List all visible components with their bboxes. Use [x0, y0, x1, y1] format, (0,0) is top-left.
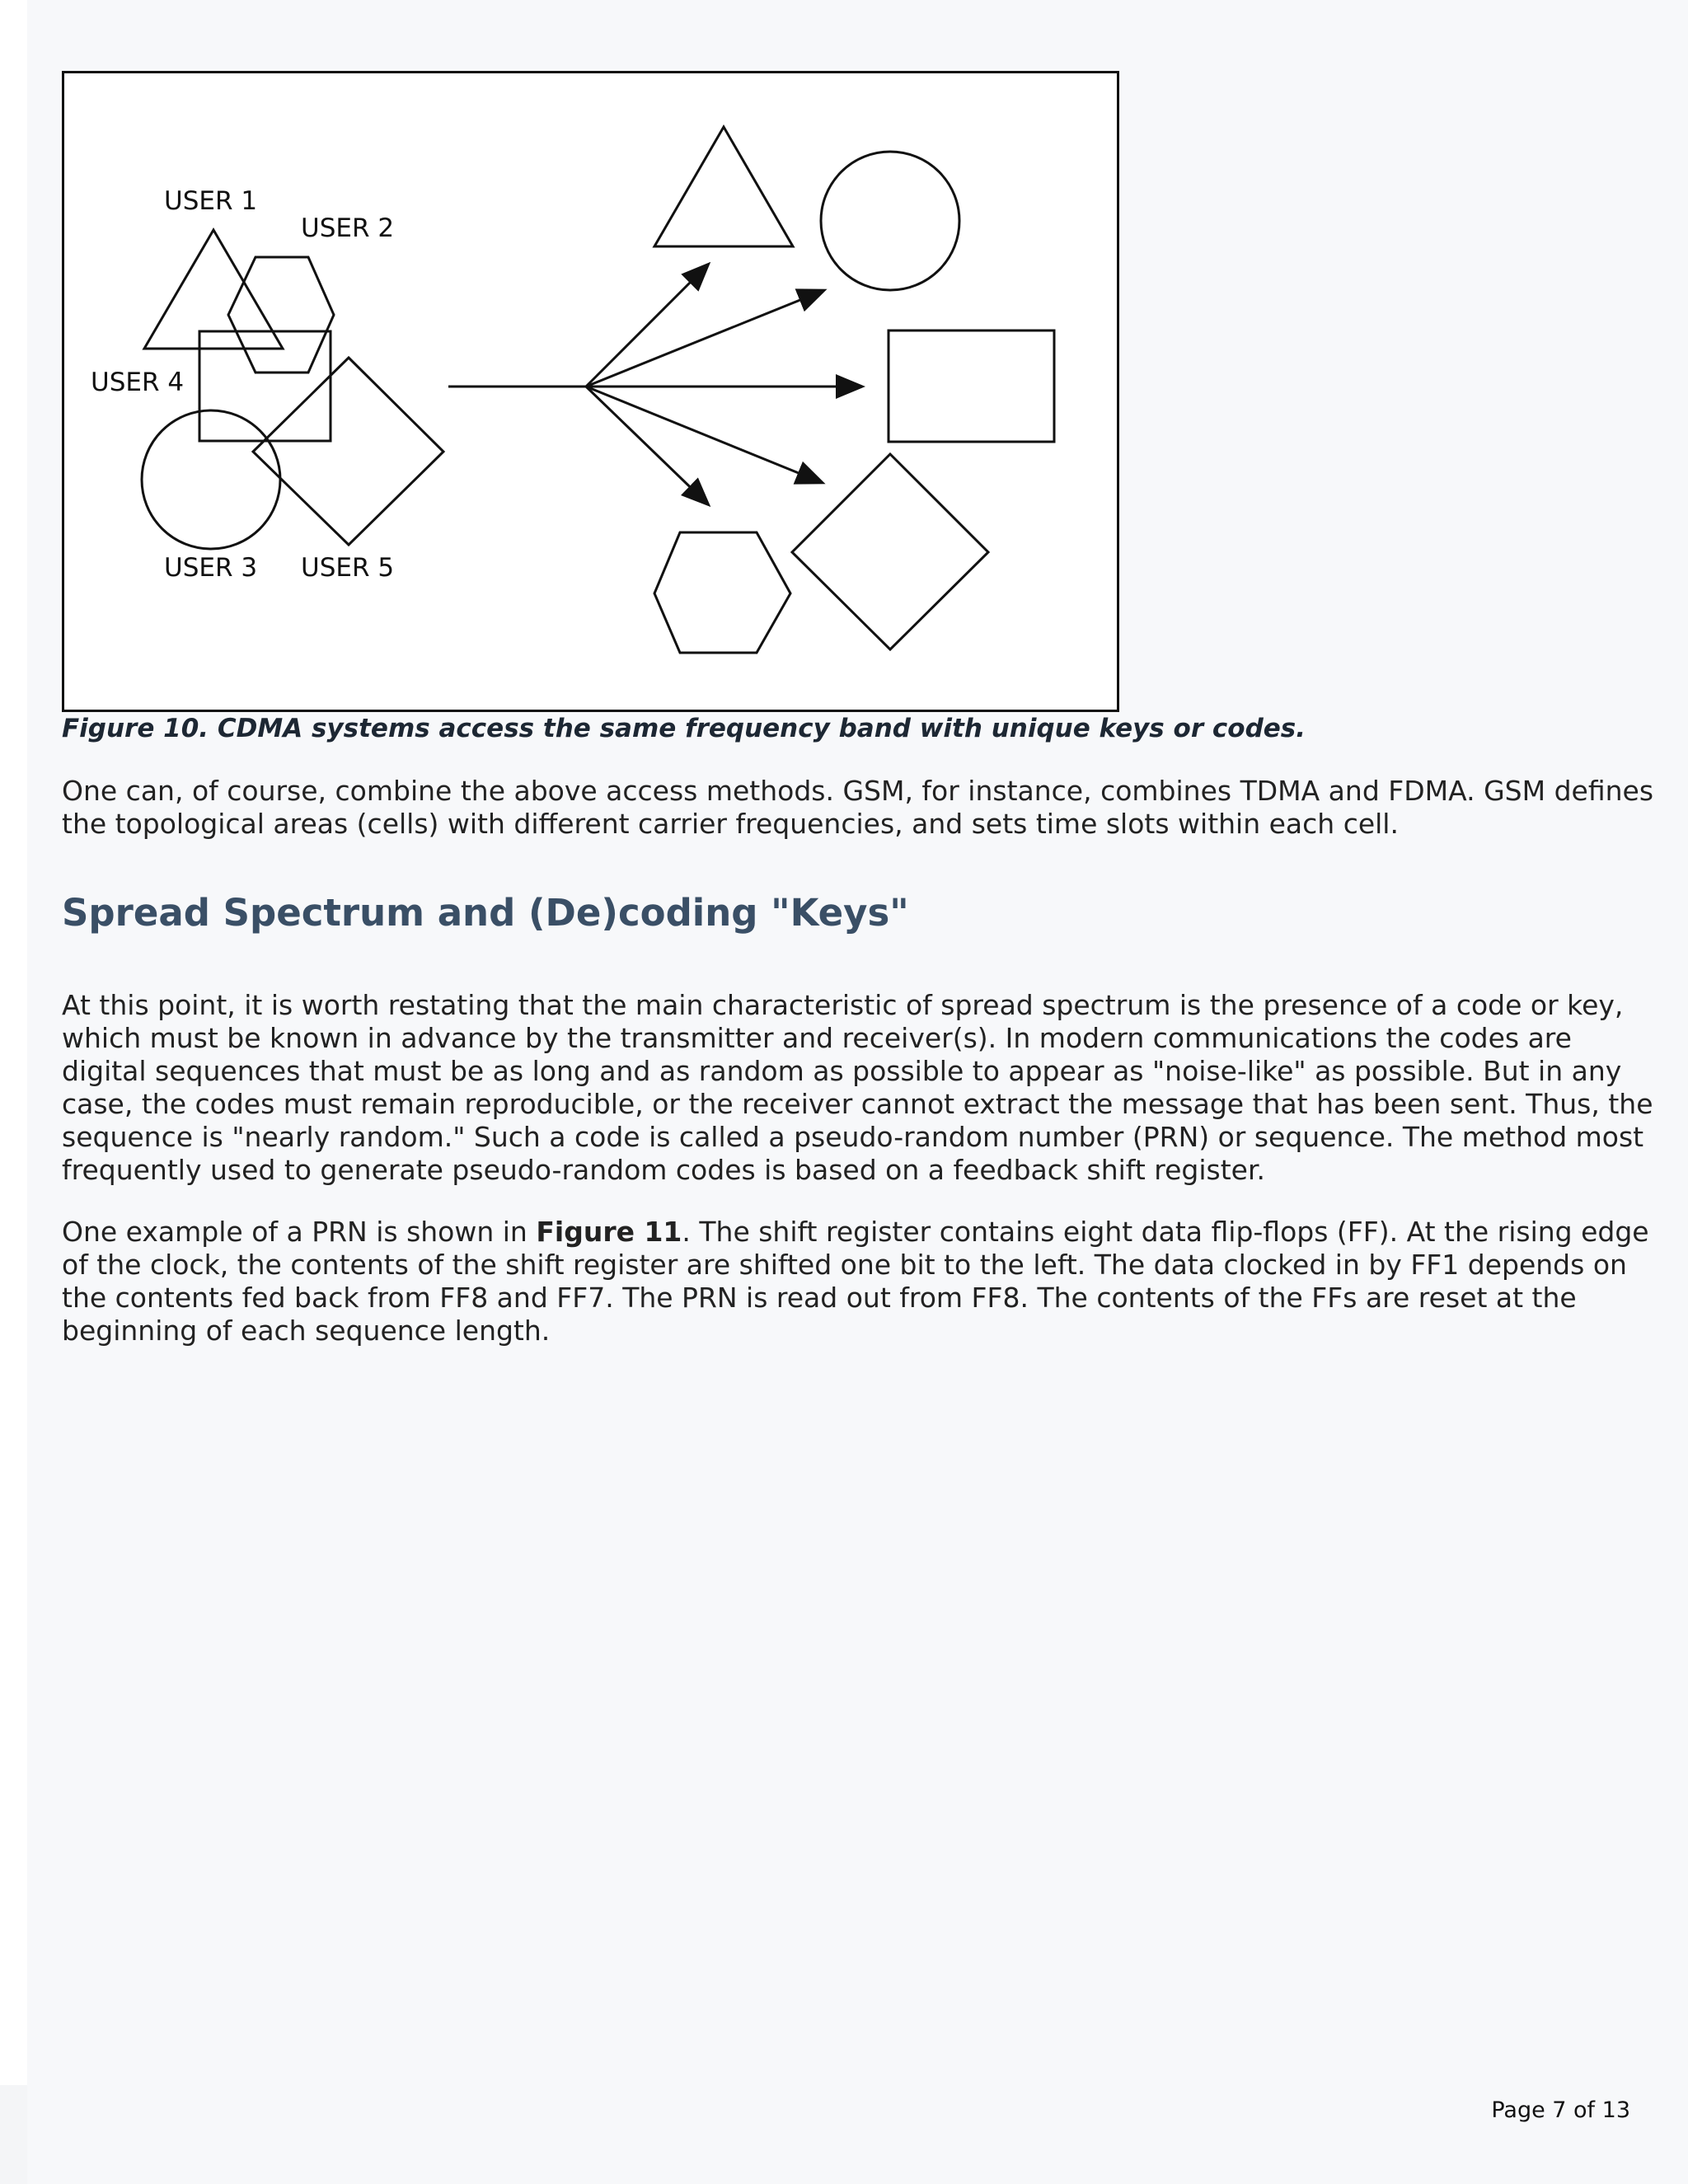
diamond-shape: [792, 454, 988, 649]
square-shape: [889, 330, 1054, 442]
paragraph-access-methods: One can, of course, combine the above access methods. GSM, for instance, combines TDMA and FDMA. GSM defines the topological areas (cells) with different carrier frequencies, and sets time slots within each cell.: [62, 775, 1654, 840]
cdma-diagram: [64, 73, 1117, 710]
figure-caption: Figure 10. CDMA systems access the same frequency band with unique keys or codes.: [62, 714, 1306, 743]
page-number: Page 7 of 13: [1491, 2097, 1630, 2123]
paragraph-prn-text-after: . The shift register contains eight data flip-flops (FF). At the rising edge of the clock, the contents of the shift register are shifted one bit to the left. The data clocked in by FF1 depends on the contents fed back from FF8 and FF7. The PRN is read out from FF8. The contents of the FFs are reset at the beginning of each sequence length.: [62, 1216, 1649, 1347]
label-user1: USER 1: [164, 186, 258, 216]
circle-shape: [821, 152, 959, 290]
arrow-to-hexagon: [586, 387, 707, 504]
paragraph-prn-text-before: One example of a PRN is shown in: [62, 1216, 537, 1248]
triangle-shape: [654, 127, 793, 246]
label-user5: USER 5: [301, 553, 395, 583]
user5-diamond: [253, 358, 443, 545]
paragraph-spread-spectrum: At this point, it is worth restating that the main characteristic of spread spectrum is the presence of a code or key, which must be known in advance by the transmitter and receiver(s). In modern communications the codes are digital sequences that must be as long and as random as possible to appear as "noise-like" as possible. But in any case, the codes must remain reproducible, or the receiver cannot extract the message that has been sent. Thus, the sequence is "nearly random." Such a code is called a pseudo-random number (PRN) or sequence. The method most frequently used to generate pseudo-random codes is based on a feedback shift register.: [62, 989, 1653, 1186]
page-margin: [0, 0, 27, 2085]
label-user2: USER 2: [301, 213, 395, 243]
figure-11-reference[interactable]: Figure 11: [536, 1216, 682, 1248]
user2-hexagon: [228, 257, 334, 373]
arrow-to-circle: [586, 291, 823, 387]
label-user4: USER 4: [91, 368, 185, 397]
cdma-figure: [62, 71, 1119, 712]
paragraph-prn-example: [62, 1216, 1661, 1347]
arrow-to-diamond: [586, 387, 821, 482]
user3-circle: [142, 410, 280, 549]
section-heading: Spread Spectrum and (De)coding "Keys": [62, 891, 909, 935]
arrow-to-triangle: [586, 265, 707, 387]
label-user3: USER 3: [164, 553, 258, 583]
hexagon-shape: [654, 532, 790, 653]
